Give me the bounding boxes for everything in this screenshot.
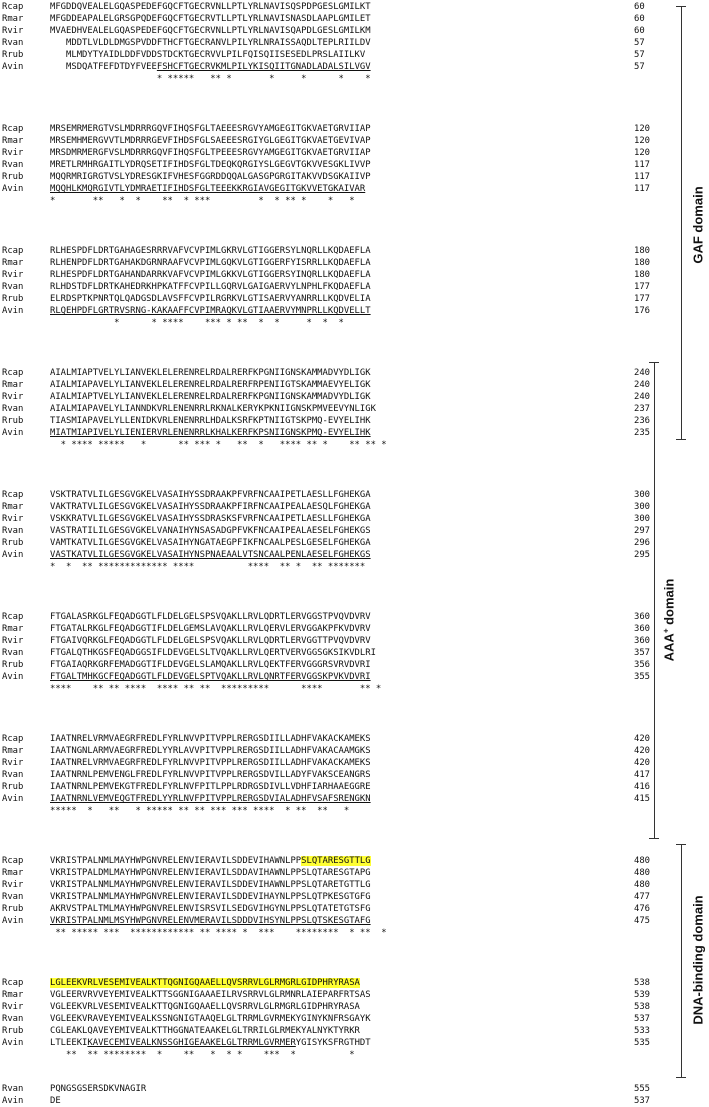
alignment-row bbox=[0, 659, 709, 671]
sequence-position: 57 bbox=[634, 38, 645, 48]
sequence-position: 296 bbox=[634, 538, 651, 548]
species-label: Rvan bbox=[2, 648, 24, 658]
species-label: Rvan bbox=[2, 404, 24, 414]
sequence-position: 120 bbox=[634, 148, 651, 158]
alignment-row bbox=[0, 1095, 709, 1107]
species-label: Rvan bbox=[2, 38, 24, 48]
species-label: Avin bbox=[2, 306, 24, 316]
consensus-line: ** ***** *** ************ ** **** * *** ******** * ** * bbox=[50, 928, 387, 938]
sequence-position: 120 bbox=[634, 136, 651, 146]
sequence-position: 240 bbox=[634, 392, 651, 402]
sequence-position: 180 bbox=[634, 270, 651, 280]
species-label: Rvir bbox=[2, 758, 24, 768]
alignment-row bbox=[0, 1013, 709, 1025]
species-label: Rrub bbox=[2, 294, 24, 304]
dna-binding-domain-label: DNA-binding domain bbox=[690, 895, 706, 1025]
sequence-position: 355 bbox=[634, 672, 651, 682]
sequence-position: 297 bbox=[634, 526, 651, 536]
alignment-row bbox=[0, 1083, 709, 1095]
sequence-position: 533 bbox=[634, 1026, 651, 1036]
sequence-position: 240 bbox=[634, 380, 651, 390]
alignment-row bbox=[0, 379, 709, 391]
alignment-row bbox=[0, 611, 709, 623]
sequence-position: 180 bbox=[634, 258, 651, 268]
alignment-row bbox=[0, 635, 709, 647]
alignment-row bbox=[0, 891, 709, 903]
alignment-row bbox=[0, 403, 709, 415]
species-label: Rmar bbox=[2, 868, 24, 878]
alignment-row bbox=[0, 183, 709, 195]
alignment-row bbox=[0, 793, 709, 805]
alignment-row bbox=[0, 49, 709, 61]
sequence: RLHESPDFLDRTGAHANDARRKVAFVCVPIMLGKKVLGTIGGERSYINQRLLKQDAEFLA bbox=[50, 270, 371, 280]
sequence: MRETLRMHRGAITLYDRQSETIFIHDSFGLTDEQKQRGIYSLGEGVTGKVVESGKLIVVP bbox=[50, 160, 371, 170]
sequence: MVAEDHVEALELGQASPEDEFGQCFTGECRVNLLPTLYRLNAVISQAPDLGESLGMILKM bbox=[50, 26, 371, 36]
species-label: Avin bbox=[2, 1038, 24, 1048]
sequence: MIATMIAPIVELYLIENIERVRLENENRRLKHALKERFKPSNIIGNSKPMQ-EVYELIHK bbox=[50, 428, 371, 438]
sequence: MSDQATFEFDTDYFVEEFSHCFTGECRVKMLPILYKISQIITGNADLADALSILVGV bbox=[50, 62, 371, 72]
sequence: LGLEEKVRLVESEMIVEALKTTQGNIGQAAELLQVSRRVLGLRMGRLGIDPHRYRASA bbox=[50, 978, 360, 988]
sequence-position: 538 bbox=[634, 978, 651, 988]
sequence: DE bbox=[50, 1096, 61, 1106]
gaf-domain-label: GAF domain bbox=[690, 186, 706, 264]
sequence-position: 180 bbox=[634, 246, 651, 256]
species-label: Rvan bbox=[2, 526, 24, 536]
species-label: Rvir bbox=[2, 1002, 24, 1012]
alignment-row bbox=[0, 745, 709, 757]
consensus-line: * * **** *** * ** * * * * * bbox=[50, 318, 376, 328]
sequence-position: 537 bbox=[634, 1096, 651, 1106]
sequence-position: 300 bbox=[634, 502, 651, 512]
sequence-position: 480 bbox=[634, 868, 651, 878]
consensus-line: ***** * ** * ***** ** ** *** *** **** * ** ** * bbox=[50, 806, 350, 816]
sequence: RLHENPDFLDRTGAHAKDGRNRAAFVCVPIMLGQKVLGTIGGERFYISRRLLKQDAEFLA bbox=[50, 258, 371, 268]
alignment-row bbox=[0, 977, 709, 989]
alignment-row bbox=[0, 671, 709, 683]
alignment-row bbox=[0, 305, 709, 317]
species-label: Avin bbox=[2, 672, 24, 682]
species-label: Rcap bbox=[2, 856, 24, 866]
alignment-row bbox=[0, 257, 709, 269]
species-label: Avin bbox=[2, 794, 24, 804]
sequence: PQNGSGSERSDKVNAGIR bbox=[50, 1084, 147, 1094]
alignment-row bbox=[0, 867, 709, 879]
species-label: Avin bbox=[2, 1096, 24, 1106]
sequence-position: 555 bbox=[634, 1084, 651, 1094]
sequence: MRSEMRMERGTVSLMDRRRGQVFIHQSFGLTAEEESRGVYAMGEGITGKVAETGRVIIAP bbox=[50, 124, 371, 134]
sequence-position: 356 bbox=[634, 660, 651, 670]
sequence: VKRISTPALDMLMAYHWPGNVRELENVIERAVILSDDAVIHAWNLPPSLQTARESGTAPG bbox=[50, 868, 371, 878]
sequence: VKRISTPALNMLMAYHWPGNVRELENVIERAVILSDDEVIHAWNLPPSLQTARESGTTLG bbox=[50, 856, 371, 866]
sequence: VSKTRATVLILGESGVGKELVASAIHYSSDRAAKPFVRFNCAAIPETLAESLLFGHEKGA bbox=[50, 490, 371, 500]
species-label: Rcap bbox=[2, 124, 24, 134]
species-label: Rmar bbox=[2, 990, 24, 1000]
sequence: VKRISTPALNMLMAYHWPGNVRELENVIERAVILSDDEVIHAYNLPPSLQTPKESGTGFG bbox=[50, 892, 371, 902]
species-label: Rrub bbox=[2, 172, 24, 182]
alignment-row bbox=[0, 159, 709, 171]
sequence-position: 300 bbox=[634, 490, 651, 500]
species-label: Rrub bbox=[2, 782, 24, 792]
sequence: AKRVSTPALTMLMAYHWPGNVRELENVISRSVILSEDGVIHGYNLPPSLQTATETGTSFG bbox=[50, 904, 371, 914]
alignment-row bbox=[0, 623, 709, 635]
sequence: FTGAIAQRKGRFEMADGGTIFLDEVGELSLAMQAKLLRVLQEKTFERVGGGRSVRVDVRI bbox=[50, 660, 371, 670]
alignment-row bbox=[0, 769, 709, 781]
sequence-position: 477 bbox=[634, 892, 651, 902]
species-label: Rmar bbox=[2, 14, 24, 24]
sequence: IAATNRNLVEMVEQGTFREDLYYRLNVFPITVPPLRERGSDVIALADHFVSAFSRENGKN bbox=[50, 794, 371, 804]
sequence: MRSDMRMERGFVSLMDRRRGQVFIHQSFGLTPEEESRGVYAMGEGITGKVAETGRVIIAP bbox=[50, 148, 371, 158]
sequence-position: 177 bbox=[634, 282, 651, 292]
sequence-position: 420 bbox=[634, 758, 651, 768]
sequence-position: 240 bbox=[634, 368, 651, 378]
sequence: IAATNGNLARMVAEGRFREDLYYRLAVVPITVPPLRERGSDIILLADHFVAKACAAMGKS bbox=[50, 746, 371, 756]
species-label: Rvir bbox=[2, 514, 24, 524]
species-label: Rcap bbox=[2, 246, 24, 256]
species-label: Avin bbox=[2, 916, 24, 926]
consensus-line: * * ** ************* **** **** ** * ** ******* bbox=[50, 562, 366, 572]
alignment-row bbox=[0, 147, 709, 159]
sequence-position: 360 bbox=[634, 624, 651, 634]
sequence-position: 120 bbox=[634, 124, 651, 134]
species-label: Rvan bbox=[2, 1014, 24, 1024]
alignment-row bbox=[0, 525, 709, 537]
alignment-row bbox=[0, 37, 709, 49]
alignment-row bbox=[0, 123, 709, 135]
species-label: Avin bbox=[2, 428, 24, 438]
alignment-row bbox=[0, 61, 709, 73]
sequence: VAKTRATVLILGESGVGKELVASAIHYSSDRAAKPFIRFNCAAIPEALAESQLFGHEKGA bbox=[50, 502, 371, 512]
dna-binding-domain-bracket-top bbox=[676, 844, 686, 845]
sequence-position: 60 bbox=[634, 14, 645, 24]
alignment-row bbox=[0, 269, 709, 281]
species-label: Rvan bbox=[2, 770, 24, 780]
sequence-position: 360 bbox=[634, 612, 651, 622]
sequence: MRSEMHMERGVVTLMDRRRGEVFIHDSFGLSAEEESRGIYGLGEGITGKVAETGEVIVAP bbox=[50, 136, 371, 146]
sequence: ELRDSPTKPNRTQLQADGSDLAVSFFCVPILRGRKVLGTISAERVYANRRLLKQDVELIA bbox=[50, 294, 371, 304]
consensus-line: * ***** ** * * * * * bbox=[50, 74, 382, 84]
aaa-domain-label: AAA+ domain bbox=[661, 578, 677, 662]
consensus-line: ** ** ******** * ** * * * *** * * bbox=[50, 1050, 355, 1060]
species-label: Rcap bbox=[2, 2, 24, 12]
sequence-position: 300 bbox=[634, 514, 651, 524]
sequence-position: 237 bbox=[634, 404, 651, 414]
sequence: FTGALQTHKGSFEQADGGSIFLDEVGELSLTVQAKLLRVLQERTVERVGGSGKSIKVDLRI bbox=[50, 648, 376, 658]
alignment-row bbox=[0, 293, 709, 305]
species-label: Rmar bbox=[2, 258, 24, 268]
alignment-row bbox=[0, 367, 709, 379]
species-label: Rcap bbox=[2, 368, 24, 378]
sequence-position: 57 bbox=[634, 50, 645, 60]
sequence: VKRISTPALNMLMSYHWPGNVRELENVMERAVILSDDDVIHSYNLPPSLQTSKESGTAFG bbox=[50, 916, 371, 926]
sequence: MDDTLVLDLDMGSPVDDFTHCFTGECRANVLPILYRLNRAISSAQDLTEPLRIILDV bbox=[50, 38, 371, 48]
alignment-row bbox=[0, 1025, 709, 1037]
species-label: Rcap bbox=[2, 612, 24, 622]
species-label: Rvan bbox=[2, 282, 24, 292]
sequence-position: 417 bbox=[634, 770, 651, 780]
sequence: VGLEEKVRLVESEMIVEALKTTQGNIGQAAELLQVSRRVLGLRMGRLGIDPHRYRASA bbox=[50, 1002, 360, 1012]
consensus-line: * ** * * ** * *** * * ** * * * bbox=[50, 196, 376, 206]
sequence: AIALMIAPTVELYLIANVEKLELERENRELRDALRERFKPGNIIGNSKAMMADVYDLIGK bbox=[50, 392, 371, 402]
sequence: AIALMIAPTVELYLIANVEKLELERENRELRDALRERFKPGNIIGNSKAMMADVYDLIGK bbox=[50, 368, 371, 378]
sequence-position: 117 bbox=[634, 184, 651, 194]
sequence-position: 176 bbox=[634, 306, 651, 316]
alignment-row bbox=[0, 489, 709, 501]
sequence-position: 480 bbox=[634, 880, 651, 890]
sequence: MFGDDQVEALELGQASPEDEFGQCFTGECRVNLLPTLYRLNAVISQSPDPGESLGMILKT bbox=[50, 2, 371, 12]
sequence-position: 416 bbox=[634, 782, 651, 792]
sequence: FTGALTMHKGCFEQADGGTLFLDEVGELSPTVQAKLLRVLQNRTFERVGGSKPVKVDVRI bbox=[50, 672, 371, 682]
species-label: Rvir bbox=[2, 392, 24, 402]
sequence-position: 357 bbox=[634, 648, 651, 658]
sequence-position: 539 bbox=[634, 990, 651, 1000]
sequence: MFGDDEAPALELGRSGPQDEFGQCFTGECRVTLLPTLYRLNAVISNASDLAAPLGMILET bbox=[50, 14, 371, 24]
alignment-row bbox=[0, 757, 709, 769]
sequence-position: 535 bbox=[634, 1038, 651, 1048]
sequence: AIALMIAPAVELYLIANNDKVRLENENRRLRKNALKERYKPKNIIGNSKPMVEEVYNLIGK bbox=[50, 404, 376, 414]
sequence: IAATNRELVRMVAEGRFREDLFYRLNVVPITVPPLRERGSDIILLADHFVAKACKAMEKS bbox=[50, 758, 371, 768]
sequence-position: 236 bbox=[634, 416, 651, 426]
aaa-domain-bracket-bottom bbox=[649, 838, 659, 839]
species-label: Rvan bbox=[2, 1084, 24, 1094]
alignment-row bbox=[0, 415, 709, 427]
alignment-row bbox=[0, 135, 709, 147]
dna-binding-domain-bracket-bottom bbox=[676, 1077, 686, 1078]
species-label: Rvan bbox=[2, 160, 24, 170]
species-label: Rrub bbox=[2, 1026, 24, 1036]
sequence: VGLEERVRVVEYEMIVEALKTTSGGNIGAAAEILRVSRRVLGLRMNRLAIEPARFRTSAS bbox=[50, 990, 371, 1000]
species-label: Avin bbox=[2, 550, 24, 560]
alignment-row bbox=[0, 855, 709, 867]
sequence: CGLEAKLQAVEYEMIVEALKTTHGGNATEAAKELGLTRRILGLRMEKYALNYKTYRKR bbox=[50, 1026, 360, 1036]
sequence-position: 117 bbox=[634, 160, 651, 170]
sequence-position: 420 bbox=[634, 746, 651, 756]
sequence-position: 476 bbox=[634, 904, 651, 914]
species-label: Rrub bbox=[2, 538, 24, 548]
sequence-position: 420 bbox=[634, 734, 651, 744]
species-label: Rmar bbox=[2, 380, 24, 390]
alignment-row bbox=[0, 25, 709, 37]
alignment-row bbox=[0, 245, 709, 257]
sequence: MQQHLKMQRGIVTLYDMRAETIFIHDSFGLTEEEKKRGIAVGEGITGKVVETGKAIVAR bbox=[50, 184, 366, 194]
species-label: Rmar bbox=[2, 502, 24, 512]
sequence: AIALMIAPAVELYLIANVEKLELERENRELRDALRERFRPENIIGTSKAMMAEVYELIGK bbox=[50, 380, 371, 390]
sequence-position: 235 bbox=[634, 428, 651, 438]
alignment-row bbox=[0, 537, 709, 549]
sequence: IAATNRELVRMVAEGRFREDLFYRLNVVPITVPPLRERGSDIILLADHFVAKACKAMEKS bbox=[50, 734, 371, 744]
sequence: VASTKATVLILGESGVGKELVASAIHYNSPNAEAALVTSNCAALPENLAESELFGHEKGS bbox=[50, 550, 371, 560]
sequence: IAATNRNLPEMVENGLFREDLFYRLNVVPITVPPLRERGSDVILLADYFVAKSCEANGRS bbox=[50, 770, 371, 780]
alignment-row bbox=[0, 1037, 709, 1049]
species-label: Rvir bbox=[2, 880, 24, 890]
species-label: Rvir bbox=[2, 636, 24, 646]
species-label: Rcap bbox=[2, 978, 24, 988]
alignment-row bbox=[0, 549, 709, 561]
species-label: Rcap bbox=[2, 490, 24, 500]
alignment-row bbox=[0, 513, 709, 525]
alignment-row bbox=[0, 1, 709, 13]
species-label: Rvan bbox=[2, 892, 24, 902]
sequence: MQQRMRIGRGTVSLYDRESGKIFVHESFGGRDDQQALGASGPGRGITAKVVDSGKAIIVP bbox=[50, 172, 371, 182]
sequence-position: 537 bbox=[634, 1014, 651, 1024]
species-label: Rrub bbox=[2, 416, 24, 426]
alignment-row bbox=[0, 989, 709, 1001]
species-label: Rcap bbox=[2, 734, 24, 744]
alignment-row bbox=[0, 171, 709, 183]
sequence-position: 60 bbox=[634, 26, 645, 36]
species-label: Rmar bbox=[2, 136, 24, 146]
sequence: TIASMIAPAVELYLLENIDKVRLENENRRLHDALKSRFKPTNIIGTSKPMQ-EVYELIHK bbox=[50, 416, 371, 426]
sequence: FTGATALRKGLFEQADGGTIFLDELGEMSLAVQAKLLRVLQERVLERVGGAKPFKVDVRV bbox=[50, 624, 371, 634]
sequence-position: 117 bbox=[634, 172, 651, 182]
sequence: RLQEHPDFLGRTRVSRNG-KAKAAFFCVPIMRAQKVLGTIAAERVYMNPRLLKQDVELLT bbox=[50, 306, 371, 316]
aaa-domain-bracket-top bbox=[649, 362, 659, 363]
species-label: Rmar bbox=[2, 746, 24, 756]
alignment-row bbox=[0, 281, 709, 293]
consensus-line: **** ** ** **** **** ** ** ********* **** ** * bbox=[50, 684, 382, 694]
species-label: Rrub bbox=[2, 660, 24, 670]
sequence-position: 295 bbox=[634, 550, 651, 560]
species-label: Avin bbox=[2, 184, 24, 194]
alignment-row bbox=[0, 501, 709, 513]
sequence-position: 177 bbox=[634, 294, 651, 304]
species-label: Rvir bbox=[2, 26, 24, 36]
sequence: VGLEEKVRAVEYEMIVEALKSSNGNIGTAAQELGLTRRMLGVRMEKYGINYKNFRSGAYK bbox=[50, 1014, 371, 1024]
sequence: MLMDYTYAIDLDDFVDDSTDCKTGECRVVLPILFQISQIISESEDLPRSLAIILKV bbox=[50, 50, 366, 60]
sequence: VASTRATILILGESGVGKELVANAIHYNSASADGPFVKFNCAAIPEALAESELFGHEKGS bbox=[50, 526, 371, 536]
alignment-row bbox=[0, 1001, 709, 1013]
sequence-position: 360 bbox=[634, 636, 651, 646]
sequence: FTGAIVQRKGLFEQADGGTLFLDELGELSPSVQAKLLRVLQDRTLERVGGTTPVQVDVRV bbox=[50, 636, 371, 646]
species-label: Rrub bbox=[2, 50, 24, 60]
alignment-row bbox=[0, 427, 709, 439]
sequence: IAATNRNLPEMVEKGTFREDLFYRLNVFPITLPPLRDRGSDIVLLVDHFIARHAAEGGRE bbox=[50, 782, 371, 792]
alignment-row bbox=[0, 903, 709, 915]
alignment-row bbox=[0, 733, 709, 745]
sequence: VAMTKATVLILGESGVGKELVASAIHYNGATAEGPFIKFNCAALPESLGESELFGHEKGA bbox=[50, 538, 371, 548]
sequence-position: 415 bbox=[634, 794, 651, 804]
sequence: VKRISTPALNMLMAYHWPGNVRELENVIERAVILSDDEVIHAWNLPPSLQTARETGTTLG bbox=[50, 880, 371, 890]
alignment-row bbox=[0, 391, 709, 403]
sequence: RLHESPDFLDRTGAHAGESRRRVAFVCVPIMLGKRVLGTIGGERSYLNQRLLKQDAEFLA bbox=[50, 246, 371, 256]
sequence-position: 57 bbox=[634, 62, 645, 72]
sequence: LTLEEKIKAVECEMIVEALKNSSGHIGEAAKELGLTRRMLGVRMERYGISYKSFRGTHDT bbox=[50, 1038, 371, 1048]
sequence: FTGALASRKGLFEQADGGTLFLDELGELSPSVQAKLLRVLQDRTLERVGGSTPVQVDVRV bbox=[50, 612, 371, 622]
gaf-domain-bracket-bottom bbox=[676, 439, 686, 440]
sequence-position: 538 bbox=[634, 1002, 651, 1012]
sequence: VSKKRATVLILGESGVGKELVASAIHYSSDRASKSFVRFNCAAIPETLAESLLFGHEKGA bbox=[50, 514, 371, 524]
alignment-row bbox=[0, 915, 709, 927]
sequence-position: 475 bbox=[634, 916, 651, 926]
consensus-line: * **** ***** * ** *** * ** * **** ** * ** ** * bbox=[50, 440, 387, 450]
sequence-position: 480 bbox=[634, 856, 651, 866]
alignment-row bbox=[0, 879, 709, 891]
species-label: Rrub bbox=[2, 904, 24, 914]
species-label: Avin bbox=[2, 62, 24, 72]
sequence-position: 60 bbox=[634, 2, 645, 12]
species-label: Rvir bbox=[2, 148, 24, 158]
alignment-row bbox=[0, 647, 709, 659]
alignment-row bbox=[0, 781, 709, 793]
sequence: RLHDSTDFLDRTKAHEDRKHPKATFFCVPILLGQRVLGAIGAERVYLNPHLFKQDAEFLA bbox=[50, 282, 371, 292]
species-label: Rvir bbox=[2, 270, 24, 280]
species-label: Rmar bbox=[2, 624, 24, 634]
alignment-row bbox=[0, 13, 709, 25]
